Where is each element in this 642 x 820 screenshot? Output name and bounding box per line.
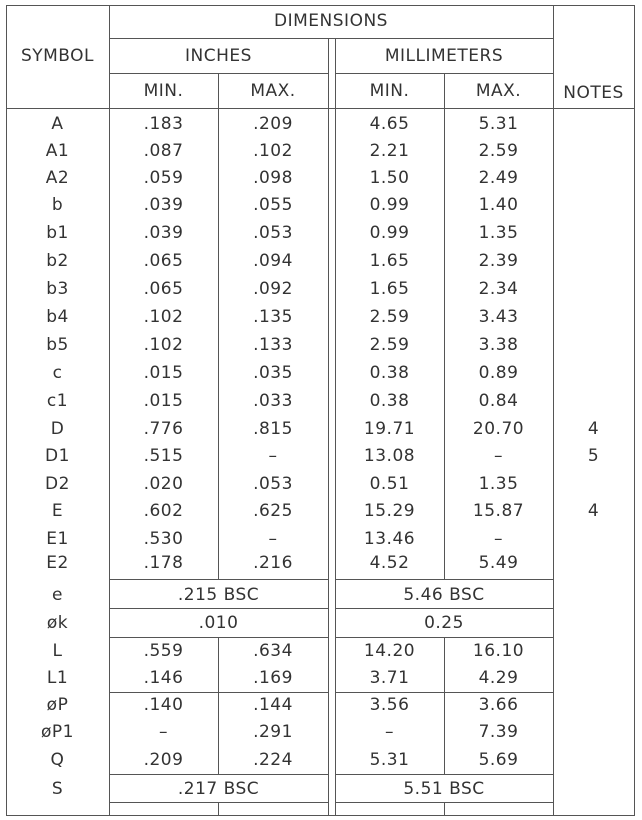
row-inches-min: .146 — [143, 668, 184, 688]
row-symbol: S — [51, 779, 64, 799]
row-mm-max: 2.34 — [478, 279, 519, 299]
row-inches-max: .053 — [253, 474, 293, 494]
row-mm-min: 2.59 — [369, 307, 410, 327]
col-rule-inches-min-max — [218, 802, 219, 815]
row-inches-max: .625 — [253, 501, 293, 521]
row-symbol: D — [50, 419, 65, 439]
row-inches-max: .035 — [253, 363, 293, 383]
row-mm-min: 2.59 — [369, 335, 410, 355]
row-mm-min: 15.29 — [363, 501, 416, 521]
row-symbol: b2 — [46, 251, 69, 271]
inches-header: INCHES — [185, 46, 252, 66]
col-rule-mm-min-max — [444, 802, 445, 815]
row-inches-max: .169 — [253, 668, 293, 688]
row-note: 5 — [587, 446, 600, 466]
row-mm-min: 1.65 — [369, 251, 410, 271]
row-symbol: b1 — [46, 223, 69, 243]
row-inches-max: .224 — [253, 750, 293, 770]
row-symbol: A1 — [45, 141, 70, 161]
row-mm-min: 1.65 — [369, 279, 410, 299]
col-rule-mm-min-max — [444, 637, 445, 774]
row-inches-min: .776 — [143, 419, 184, 439]
row-inches-min: .039 — [143, 223, 184, 243]
row-rule-inches — [109, 608, 329, 609]
row-symbol: L1 — [46, 668, 69, 688]
row-inches-min: .102 — [143, 335, 184, 355]
row-mm-max: 5.49 — [478, 553, 519, 573]
header-rule-bottom — [6, 108, 635, 109]
row-mm-max: 3.38 — [478, 335, 519, 355]
symbol-header: SYMBOL — [20, 46, 95, 66]
row-symbol: e — [52, 585, 63, 605]
row-mm-min: 0.51 — [369, 474, 410, 494]
row-mm-max: – — [494, 446, 503, 466]
row-mm-value: 5.46 BSC — [403, 585, 485, 605]
row-inches-max: – — [268, 529, 278, 549]
col-rule-inches-min-max — [218, 73, 219, 579]
millimeters-header: MILLIMETERS — [384, 46, 504, 66]
row-inches-min: .020 — [143, 474, 184, 494]
row-mm-min: 5.31 — [369, 750, 410, 770]
row-rule-inches — [109, 774, 329, 775]
row-symbol: c — [52, 363, 63, 383]
row-inches-value: .215 BSC — [177, 585, 260, 605]
row-mm-max: – — [494, 529, 503, 549]
row-mm-min: 3.71 — [369, 668, 410, 688]
row-mm-max: 16.10 — [472, 641, 525, 661]
row-mm-max: 0.89 — [478, 363, 519, 383]
row-inches-min: – — [159, 722, 168, 742]
row-mm-min: 0.99 — [369, 195, 410, 215]
table-border-bottom — [6, 815, 635, 816]
row-symbol: øP1 — [41, 722, 74, 742]
row-inches-min: .515 — [143, 446, 184, 466]
row-rule-inches — [109, 637, 329, 638]
row-inches-min: .602 — [143, 501, 184, 521]
row-inches-min: .059 — [143, 168, 184, 188]
row-symbol: c1 — [46, 391, 69, 411]
col-rule-notes — [553, 5, 554, 815]
row-rule-millimeters — [335, 774, 554, 775]
row-inches-min: .178 — [143, 553, 184, 573]
row-symbol: E2 — [46, 553, 69, 573]
row-inches-max: .098 — [253, 168, 293, 188]
row-inches-max: .133 — [253, 335, 293, 355]
row-mm-min: 13.08 — [363, 446, 416, 466]
row-inches-max: .135 — [253, 307, 293, 327]
col-rule-inches-min-max — [218, 637, 219, 774]
row-inches-min: .559 — [143, 641, 184, 661]
row-mm-max: 20.70 — [472, 419, 525, 439]
row-mm-max: 2.59 — [478, 141, 519, 161]
row-symbol: E — [51, 501, 64, 521]
table-border-left — [6, 5, 7, 815]
row-symbol: b3 — [46, 279, 69, 299]
row-inches-max: – — [268, 446, 278, 466]
inches-max-header: MAX. — [250, 81, 296, 101]
row-symbol: b — [51, 195, 64, 215]
mm-max-header: MAX. — [475, 81, 522, 101]
row-mm-max: 2.39 — [478, 251, 519, 271]
row-symbol: E1 — [46, 529, 69, 549]
row-inches-max: .291 — [253, 722, 293, 742]
row-rule-millimeters — [335, 608, 554, 609]
row-inches-min: .209 — [143, 750, 184, 770]
row-mm-min: 19.71 — [363, 419, 416, 439]
row-mm-max: 3.43 — [478, 307, 519, 327]
notes-header: NOTES — [563, 83, 624, 103]
row-mm-min: 13.46 — [363, 529, 416, 549]
row-mm-max: 7.39 — [478, 722, 519, 742]
row-inches-min: .039 — [143, 195, 184, 215]
row-symbol: b4 — [46, 307, 69, 327]
row-rule-millimeters — [335, 692, 554, 693]
row-inches-min: .065 — [143, 279, 184, 299]
row-rule-millimeters — [335, 637, 554, 638]
row-mm-max: 2.49 — [478, 168, 519, 188]
row-mm-max: 3.66 — [478, 695, 519, 715]
row-rule-inches — [109, 579, 329, 580]
row-mm-max: 1.40 — [478, 195, 519, 215]
col-rule-mm-min-max — [444, 73, 445, 579]
header-rule-dimensions — [109, 38, 554, 39]
row-rule-inches — [109, 802, 329, 803]
row-inches-max: .815 — [253, 419, 293, 439]
row-mm-min: 4.52 — [369, 553, 410, 573]
row-inches-max: .033 — [253, 391, 293, 411]
row-mm-min: – — [385, 722, 394, 742]
row-mm-min: 0.99 — [369, 223, 410, 243]
dimensions-header: DIMENSIONS — [274, 11, 388, 31]
header-rule-inches — [109, 73, 329, 74]
row-inches-max: .634 — [253, 641, 293, 661]
row-inches-min: .015 — [143, 363, 184, 383]
row-rule-millimeters — [335, 802, 554, 803]
row-mm-min: 3.56 — [369, 695, 410, 715]
row-inches-max: .094 — [253, 251, 293, 271]
row-rule-millimeters — [335, 579, 554, 580]
inches-min-header: MIN. — [143, 81, 184, 101]
col-rule-inches-end — [328, 38, 329, 815]
row-inches-min: .015 — [143, 391, 184, 411]
table-border-right — [634, 5, 635, 816]
row-mm-max: 5.69 — [478, 750, 519, 770]
row-inches-max: .092 — [253, 279, 293, 299]
row-mm-value: 5.51 BSC — [403, 779, 485, 799]
row-inches-min: .183 — [143, 114, 184, 134]
row-symbol: L — [52, 641, 63, 661]
row-inches-min: .065 — [143, 251, 184, 271]
row-mm-min: 0.38 — [369, 363, 410, 383]
row-inches-value: .217 BSC — [177, 779, 260, 799]
row-inches-value: .010 — [198, 613, 239, 633]
row-mm-min: 4.65 — [369, 114, 410, 134]
row-symbol: Q — [50, 750, 65, 770]
row-mm-max: 4.29 — [478, 668, 519, 688]
row-symbol: A — [51, 114, 64, 134]
row-mm-max: 1.35 — [478, 474, 519, 494]
row-symbol: D2 — [45, 474, 70, 494]
row-mm-max: 0.84 — [478, 391, 519, 411]
col-rule-mm-start — [335, 38, 336, 815]
row-rule-inches — [109, 692, 329, 693]
table-border-top — [6, 5, 635, 6]
row-inches-max: .209 — [253, 114, 293, 134]
row-mm-min: 1.50 — [369, 168, 410, 188]
row-symbol: b5 — [46, 335, 69, 355]
row-note: 4 — [587, 501, 600, 521]
row-symbol: D1 — [45, 446, 70, 466]
col-rule-symbol — [109, 5, 110, 815]
row-mm-min: 2.21 — [369, 141, 410, 161]
row-mm-value: 0.25 — [424, 613, 464, 633]
row-mm-min: 14.20 — [363, 641, 416, 661]
row-inches-max: .216 — [253, 553, 293, 573]
row-mm-max: 1.35 — [478, 223, 519, 243]
row-inches-min: .530 — [143, 529, 184, 549]
row-inches-max: .144 — [253, 695, 293, 715]
row-inches-max: .102 — [253, 141, 293, 161]
row-mm-min: 0.38 — [369, 391, 410, 411]
row-symbol: A2 — [45, 168, 70, 188]
row-inches-max: .053 — [253, 223, 293, 243]
row-symbol: øP — [46, 695, 69, 715]
row-symbol: øk — [46, 613, 69, 633]
mm-min-header: MIN. — [369, 81, 410, 101]
row-inches-min: .102 — [143, 307, 184, 327]
row-mm-max: 15.87 — [472, 501, 525, 521]
row-inches-min: .140 — [143, 695, 184, 715]
row-note: 4 — [587, 419, 600, 439]
row-inches-max: .055 — [253, 195, 293, 215]
row-inches-min: .087 — [143, 141, 184, 161]
row-mm-max: 5.31 — [478, 114, 519, 134]
